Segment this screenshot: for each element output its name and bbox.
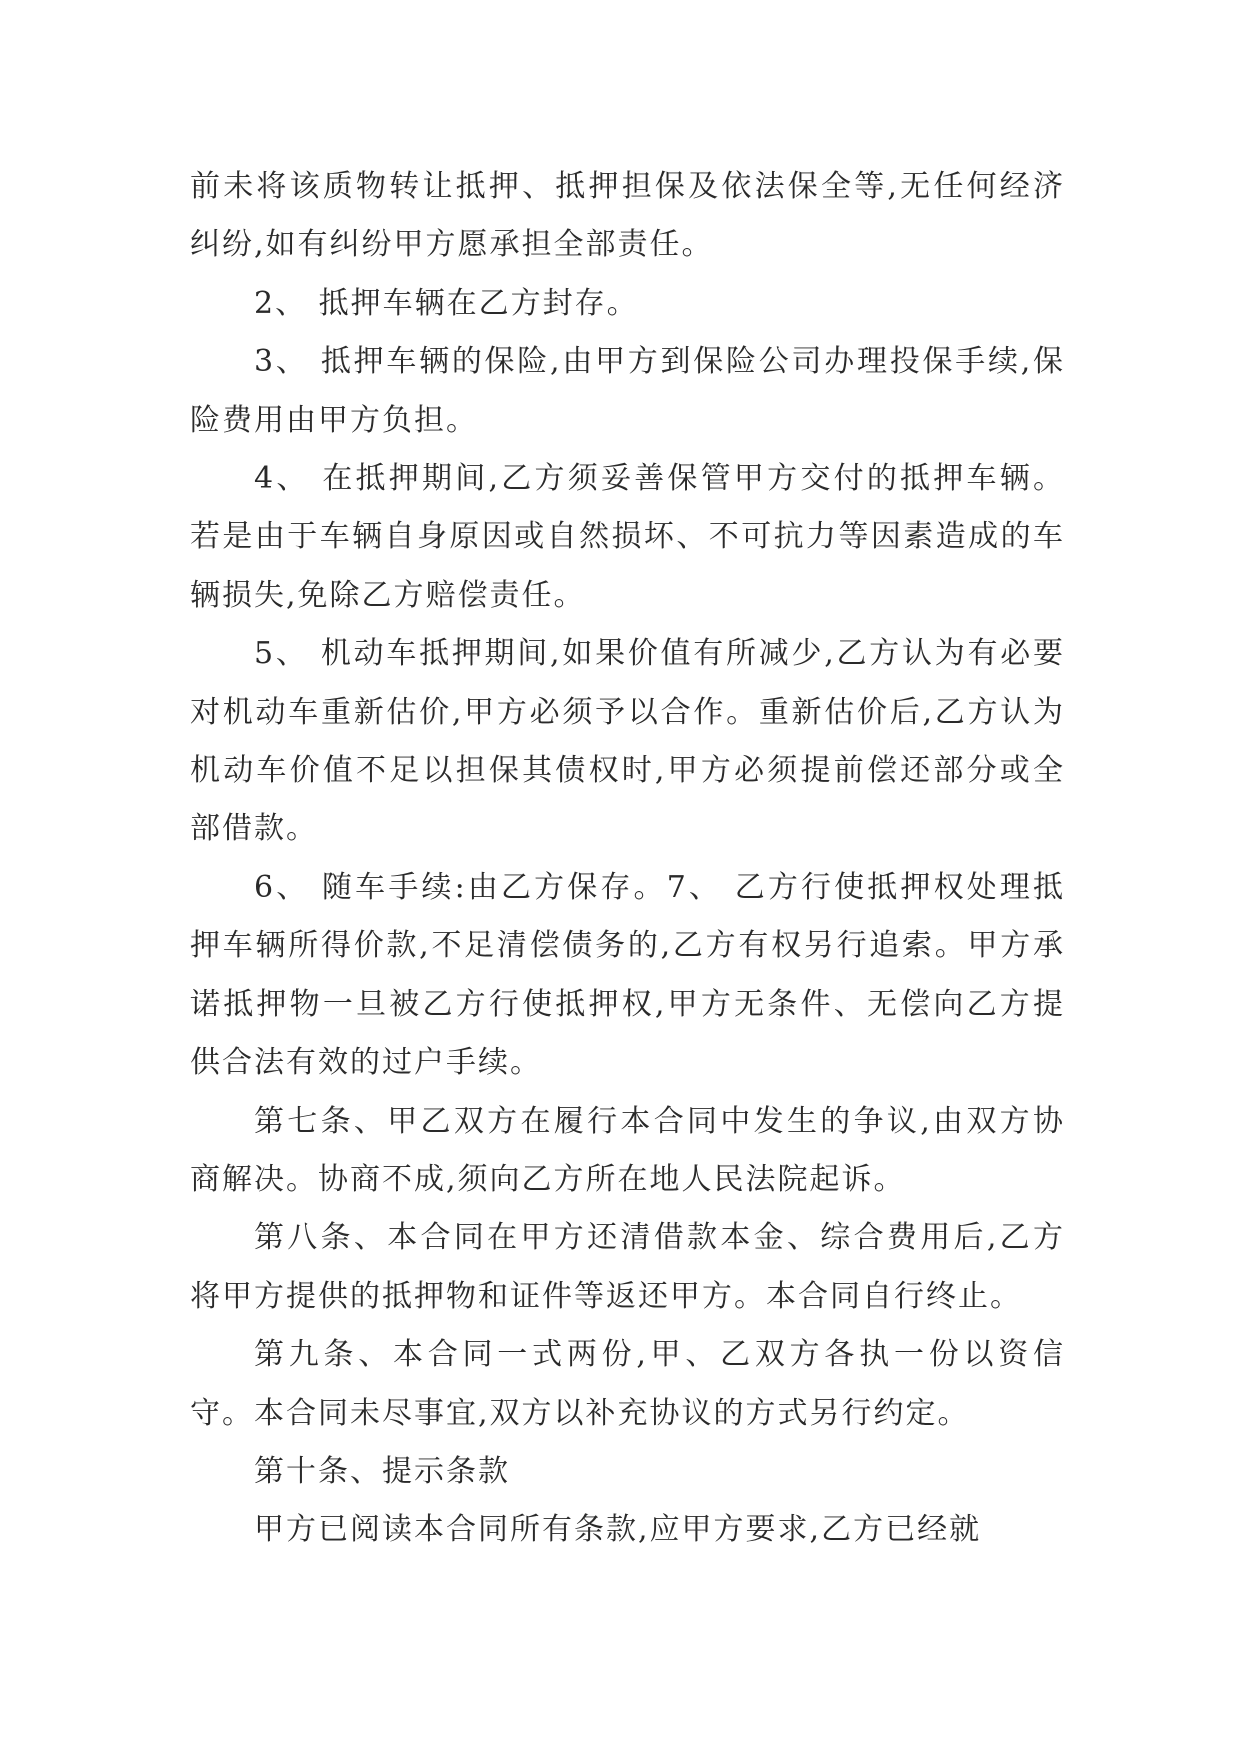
paragraph-article-7: 第七条、甲乙双方在履行本合同中发生的争议,由双方协商解决。协商不成,须向乙方所在地人民法院起诉。 [190,1103,1065,1197]
contract-body [190,158,1065,1560]
paragraph-article-8: 第八条、本合同在甲方还清借款本金、综合费用后,乙方将甲方提供的抵押物和证件等返还甲方。本合同自行终止。 [190,1220,1065,1314]
paragraph-clause-3: 3、 抵押车辆的保险,由甲方到保险公司办理投保手续,保险费用由甲方负担。 [190,344,1065,438]
paragraph-clause-4: 4、 在抵押期间,乙方须妥善保管甲方交付的抵押车辆。若是由于车辆自身原因或自然损坏、不可抗力等因素造成的车辆损失,免除乙方赔偿责任。 [190,461,1065,613]
paragraph-clause-6-7: 6、 随车手续:由乙方保存。7、 乙方行使抵押权处理抵押车辆所得价款,不足清偿债务的,乙方有权另行追索。甲方承诺抵押物一旦被乙方行使抵押权,甲方无条件、无偿向乙方提供合法有效的过户手续。 [190,869,1065,1081]
paragraph-article-10-heading: 第十条、提示条款 [254,1453,510,1489]
paragraph-clause-5: 5、 机动车抵押期间,如果价值有所减少,乙方认为有必要对机动车重新估价,甲方必须予以合作。重新估价后,乙方认为机动车价值不足以担保其债权时,甲方必须提前偿还部分或全部借款。 [190,636,1065,847]
paragraph-continuation: 前未将该质物转让抵押、抵押担保及依法保全等,无任何经济纠纷,如有纠纷甲方愿承担全部责任。 [190,169,1065,263]
paragraph-article-9: 第九条、本合同一式两份,甲、乙双方各执一份以资信守。本合同未尽事宜,双方以补充协议的方式另行约定。 [190,1337,1065,1431]
paragraph-clause-2: 2、 抵押车辆在乙方封存。 [254,285,639,321]
paragraph-article-10-body: 甲方已阅读本合同所有条款,应甲方要求,乙方已经就 [254,1512,982,1548]
